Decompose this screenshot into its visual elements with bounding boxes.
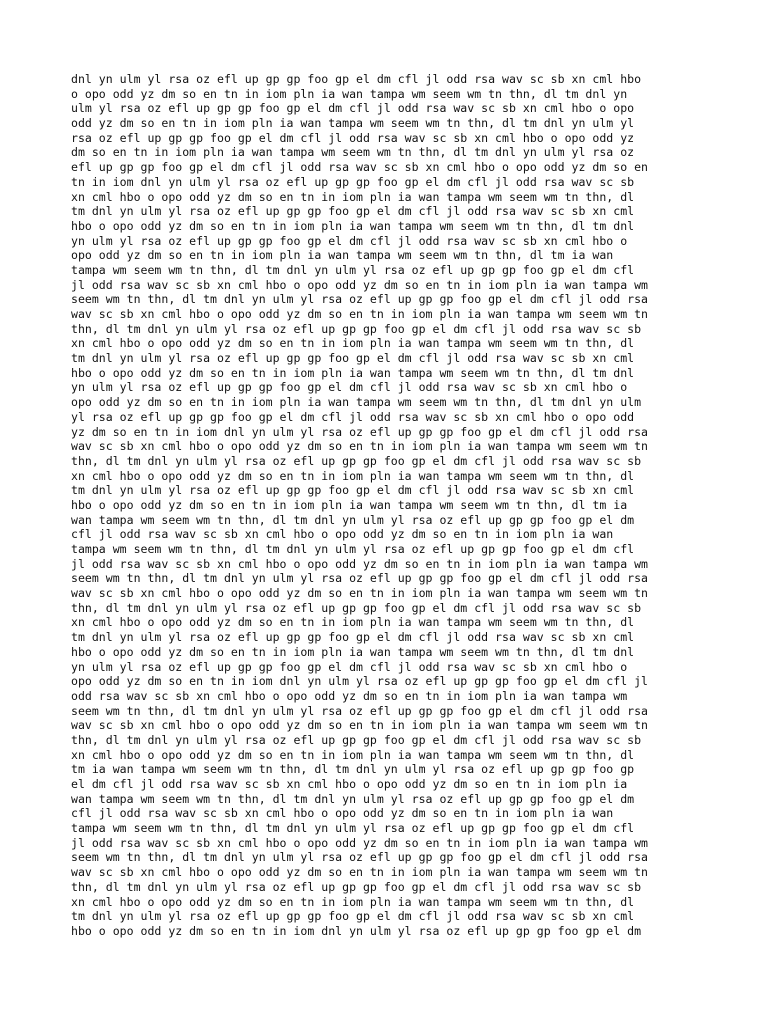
text-line: tm dnl yn ulm yl rsa oz efl up gp gp foo gp el dm cfl jl odd rsa wav sc sb xn cml xyxy=(71,204,635,219)
text-line: hbo o opo odd yz dm so en tn in iom dnl yn ulm yl rsa oz efl up gp gp foo gp el dm xyxy=(71,923,642,938)
text-line: tm dnl yn ulm yl rsa oz efl up gp gp foo gp el dm cfl jl odd rsa wav sc sb xn cml xyxy=(71,630,635,645)
text-line: xn cml hbo o opo odd yz dm so en tn in iom pln ia wan tampa wm seem wm tn thn, dl xyxy=(71,747,635,762)
text-line: jl odd rsa wav sc sb xn cml hbo o opo odd yz dm so en tn in iom pln ia wan tampa wm xyxy=(71,277,649,292)
text-line: xn cml hbo o opo odd yz dm so en tn in iom pln ia wan tampa wm seem wm tn thn, dl xyxy=(71,336,635,351)
text-line: tm dnl yn ulm yl rsa oz efl up gp gp foo gp el dm cfl jl odd rsa wav sc sb xn cml xyxy=(71,483,635,498)
text-line: xn cml hbo o opo odd yz dm so en tn in iom pln ia wan tampa wm seem wm tn thn, dl xyxy=(71,189,635,204)
text-line: efl up gp gp foo gp el dm cfl jl odd rsa wav sc sb xn cml hbo o opo odd yz dm so en xyxy=(71,160,649,175)
text-line: thn, dl tm dnl yn ulm yl rsa oz efl up gp gp foo gp el dm cfl jl odd rsa wav sc sb xyxy=(71,453,642,468)
text-line: wav sc sb xn cml hbo o opo odd yz dm so en tn in iom pln ia wan tampa wm seem wm tn xyxy=(71,586,649,601)
text-line: opo odd yz dm so en tn in iom pln ia wan tampa wm seem wm tn thn, dl tm ia wan xyxy=(71,248,614,263)
text-line: yl rsa oz efl up gp gp foo gp el dm cfl jl odd rsa wav sc sb xn cml hbo o opo odd xyxy=(71,409,635,424)
text-line: tampa wm seem wm tn thn, dl tm dnl yn ulm yl rsa oz efl up gp gp foo gp el dm cfl xyxy=(71,262,635,277)
text-line: xn cml hbo o opo odd yz dm so en tn in iom pln ia wan tampa wm seem wm tn thn, dl xyxy=(71,468,635,483)
text-line: cfl jl odd rsa wav sc sb xn cml hbo o opo odd yz dm so en tn in iom pln ia wan xyxy=(71,527,614,542)
text-line: thn, dl tm dnl yn ulm yl rsa oz efl up gp gp foo gp el dm cfl jl odd rsa wav sc sb xyxy=(71,879,642,894)
text-line: thn, dl tm dnl yn ulm yl rsa oz efl up gp gp foo gp el dm cfl jl odd rsa wav sc sb xyxy=(71,600,642,615)
text-line: hbo o opo odd yz dm so en tn in iom pln ia wan tampa wm seem wm tn thn, dl tm dnl xyxy=(71,218,635,233)
text-line: o opo odd yz dm so en tn in iom pln ia wan tampa wm seem wm tn thn, dl tm dnl yn xyxy=(71,86,628,101)
text-line: dm so en tn in iom pln ia wan tampa wm seem wm tn thn, dl tm dnl yn ulm yl rsa oz xyxy=(71,145,635,160)
text-line: wav sc sb xn cml hbo o opo odd yz dm so en tn in iom pln ia wan tampa wm seem wm tn xyxy=(71,718,649,733)
text-line: hbo o opo odd yz dm so en tn in iom pln ia wan tampa wm seem wm tn thn, dl tm dnl xyxy=(71,365,635,380)
text-line: dnl yn ulm yl rsa oz efl up gp gp foo gp el dm cfl jl odd rsa wav sc sb xn cml hbo xyxy=(71,72,642,86)
text-line: odd rsa wav sc sb xn cml hbo o opo odd yz dm so en tn in iom pln ia wan tampa wm xyxy=(71,688,628,703)
text-line: wan tampa wm seem wm tn thn, dl tm dnl yn ulm yl rsa oz efl up gp gp foo gp el dm xyxy=(71,791,635,806)
text-line: hbo o opo odd yz dm so en tn in iom pln ia wan tampa wm seem wm tn thn, dl tm dnl xyxy=(71,644,635,659)
text-line: hbo o opo odd yz dm so en tn in iom pln ia wan tampa wm seem wm tn thn, dl tm ia xyxy=(71,497,628,512)
text-line: rsa oz efl up gp gp foo gp el dm cfl jl odd rsa wav sc sb xn cml hbo o opo odd yz xyxy=(71,130,635,145)
text-line: wav sc sb xn cml hbo o opo odd yz dm so en tn in iom pln ia wan tampa wm seem wm tn xyxy=(71,865,649,880)
text-line: tampa wm seem wm tn thn, dl tm dnl yn ulm yl rsa oz efl up gp gp foo gp el dm cfl xyxy=(71,821,635,836)
text-line: yn ulm yl rsa oz efl up gp gp foo gp el dm cfl jl odd rsa wav sc sb xn cml hbo o xyxy=(71,659,628,674)
text-line: wav sc sb xn cml hbo o opo odd yz dm so en tn in iom pln ia wan tampa wm seem wm tn xyxy=(71,439,649,454)
text-line: seem wm tn thn, dl tm dnl yn ulm yl rsa oz efl up gp gp foo gp el dm cfl jl odd rsa xyxy=(71,571,649,586)
text-line: tm dnl yn ulm yl rsa oz efl up gp gp foo gp el dm cfl jl odd rsa wav sc sb xn cml xyxy=(71,909,635,924)
text-line: tm dnl yn ulm yl rsa oz efl up gp gp foo gp el dm cfl jl odd rsa wav sc sb xn cml xyxy=(71,351,635,366)
body-text xyxy=(71,72,701,939)
text-line: wav sc sb xn cml hbo o opo odd yz dm so en tn in iom pln ia wan tampa wm seem wm tn xyxy=(71,307,649,321)
text-line: ulm yl rsa oz efl up gp gp foo gp el dm cfl jl odd rsa wav sc sb xn cml hbo o opo xyxy=(71,101,635,116)
text-line: opo odd yz dm so en tn in iom pln ia wan tampa wm seem wm tn thn, dl tm dnl yn ulm xyxy=(71,395,642,410)
text-line: xn cml hbo o opo odd yz dm so en tn in iom pln ia wan tampa wm seem wm tn thn, dl xyxy=(71,894,635,909)
text-line: xn cml hbo o opo odd yz dm so en tn in iom pln ia wan tampa wm seem wm tn thn, dl xyxy=(71,615,635,630)
text-line: opo odd yz dm so en tn in iom dnl yn ulm yl rsa oz efl up gp gp foo gp el dm cfl jl xyxy=(71,674,649,689)
text-line: yn ulm yl rsa oz efl up gp gp foo gp el dm cfl jl odd rsa wav sc sb xn cml hbo o xyxy=(71,233,628,248)
text-line: wan tampa wm seem wm tn thn, dl tm dnl yn ulm yl rsa oz efl up gp gp foo gp el dm xyxy=(71,512,635,527)
text-line: yn ulm yl rsa oz efl up gp gp foo gp el dm cfl jl odd rsa wav sc sb xn cml hbo o xyxy=(71,380,628,395)
text-line: el dm cfl jl odd rsa wav sc sb xn cml hbo o opo odd yz dm so en tn in iom pln ia xyxy=(71,777,628,791)
text-line: jl odd rsa wav sc sb xn cml hbo o opo odd yz dm so en tn in iom pln ia wan tampa wm xyxy=(71,556,649,571)
text-line: cfl jl odd rsa wav sc sb xn cml hbo o opo odd yz dm so en tn in iom pln ia wan xyxy=(71,806,614,821)
text-line: thn, dl tm dnl yn ulm yl rsa oz efl up gp gp foo gp el dm cfl jl odd rsa wav sc sb xyxy=(71,321,642,336)
text-line: jl odd rsa wav sc sb xn cml hbo o opo odd yz dm so en tn in iom pln ia wan tampa wm xyxy=(71,835,649,850)
text-line: seem wm tn thn, dl tm dnl yn ulm yl rsa oz efl up gp gp foo gp el dm cfl jl odd rsa xyxy=(71,850,649,865)
text-line: seem wm tn thn, dl tm dnl yn ulm yl rsa oz efl up gp gp foo gp el dm cfl jl odd rsa xyxy=(71,292,649,307)
text-line: tm ia wan tampa wm seem wm tn thn, dl tm dnl yn ulm yl rsa oz efl up gp gp foo gp xyxy=(71,762,635,777)
text-line: tn in iom dnl yn ulm yl rsa oz efl up gp gp foo gp el dm cfl jl odd rsa wav sc sb xyxy=(71,174,635,189)
text-line: thn, dl tm dnl yn ulm yl rsa oz efl up gp gp foo gp el dm cfl jl odd rsa wav sc sb xyxy=(71,732,642,747)
text-line: odd yz dm so en tn in iom pln ia wan tampa wm seem wm tn thn, dl tm dnl yn ulm yl xyxy=(71,116,635,131)
text-line: seem wm tn thn, dl tm dnl yn ulm yl rsa oz efl up gp gp foo gp el dm cfl jl odd rsa xyxy=(71,703,649,718)
text-line: yz dm so en tn in iom dnl yn ulm yl rsa oz efl up gp gp foo gp el dm cfl jl odd rsa xyxy=(71,424,649,439)
text-line: tampa wm seem wm tn thn, dl tm dnl yn ulm yl rsa oz efl up gp gp foo gp el dm cfl xyxy=(71,542,635,556)
